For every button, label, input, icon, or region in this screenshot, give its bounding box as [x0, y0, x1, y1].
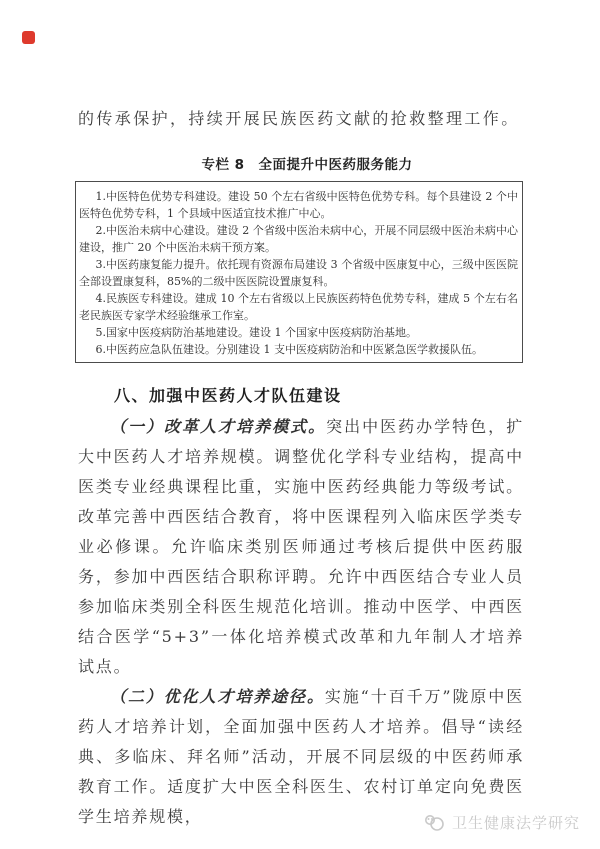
paragraph-1-body: 突出中医药办学特色，扩大中医药人才培养规模。调整优化学科专业结构，提高中医类专业经典课程比重，实施中医药经典能力等级考试。改革完善中西医结合教育，将中医课程列入临床医学类专业必修课。允许临床类别医师通过考核后提供中医药服务，参加中西医结合职称评聘。允许中西医结合专业人员参加临床类别全科医生规范化培训。推动中医学、中西医结合医学“5+3”一体化培养模式改革和九年制人才培养试点。	[78, 417, 524, 676]
panel-item: 1.中医特色优势专科建设。建设 50 个左右省级中医特色优势专科。每个县建设 2 个中医特色优势专科，1 个县域中医适宜技术推广中心。	[79, 190, 518, 220]
watermark	[423, 812, 580, 833]
section-heading: 八、加强中医药人才队伍建设	[114, 386, 342, 405]
watermark-text: 卫生健康法学研究	[451, 814, 580, 832]
section-body	[78, 412, 524, 832]
red-marker-icon	[22, 31, 35, 44]
highlight-panel	[75, 181, 523, 363]
paragraph-2	[78, 682, 524, 832]
paragraph-1-lead: （一）改革人才培养模式。	[110, 417, 327, 436]
paragraph-2-lead: （二）优化人才培养途径。	[110, 687, 325, 706]
panel-item: 5.国家中医疫病防治基地建设。建设 1 个国家中医疫病防治基地。	[95, 326, 417, 339]
panel-item: 4.民族医专科建设。建成 10 个左右省级以上民族医药特色优势专科，建成 5 个左右名老民族医专家学术经验继承工作室。	[79, 292, 518, 322]
panel-item: 2.中医治未病中心建设。建设 2 个省级中医治未病中心，开展不同层级中医治未病中心建设，推广 20 个中医治未病干预方案。	[79, 224, 518, 254]
panel-item: 3.中医药康复能力提升。依托现有资源布局建设 3 个省级中医康复中心，三级中医医院全部设置康复科，85%的二级中医医院设置康复科。	[79, 258, 518, 288]
panel-title: 专栏 8 全面提升中医药服务能力	[201, 157, 413, 173]
panel-item: 6.中医药应急队伍建设。分别建设 1 支中医疫病防治和中医紧急医学救援队伍。	[95, 343, 483, 356]
watermark-logo-icon	[423, 814, 447, 832]
paragraph-1	[78, 412, 524, 682]
opening-paragraph: 的传承保护，持续开展民族医药文献的抢救整理工作。	[78, 109, 520, 128]
paragraph-2-body: 实施“十百千万”陇原中医药人才培养计划，全面加强中医药人才培养。倡导“读经典、多临床、拜名师”活动，开展不同层级的中医药师承教育工作。适度扩大中医全科医生、农村订单定向免费医学生培养规模，	[78, 687, 524, 826]
